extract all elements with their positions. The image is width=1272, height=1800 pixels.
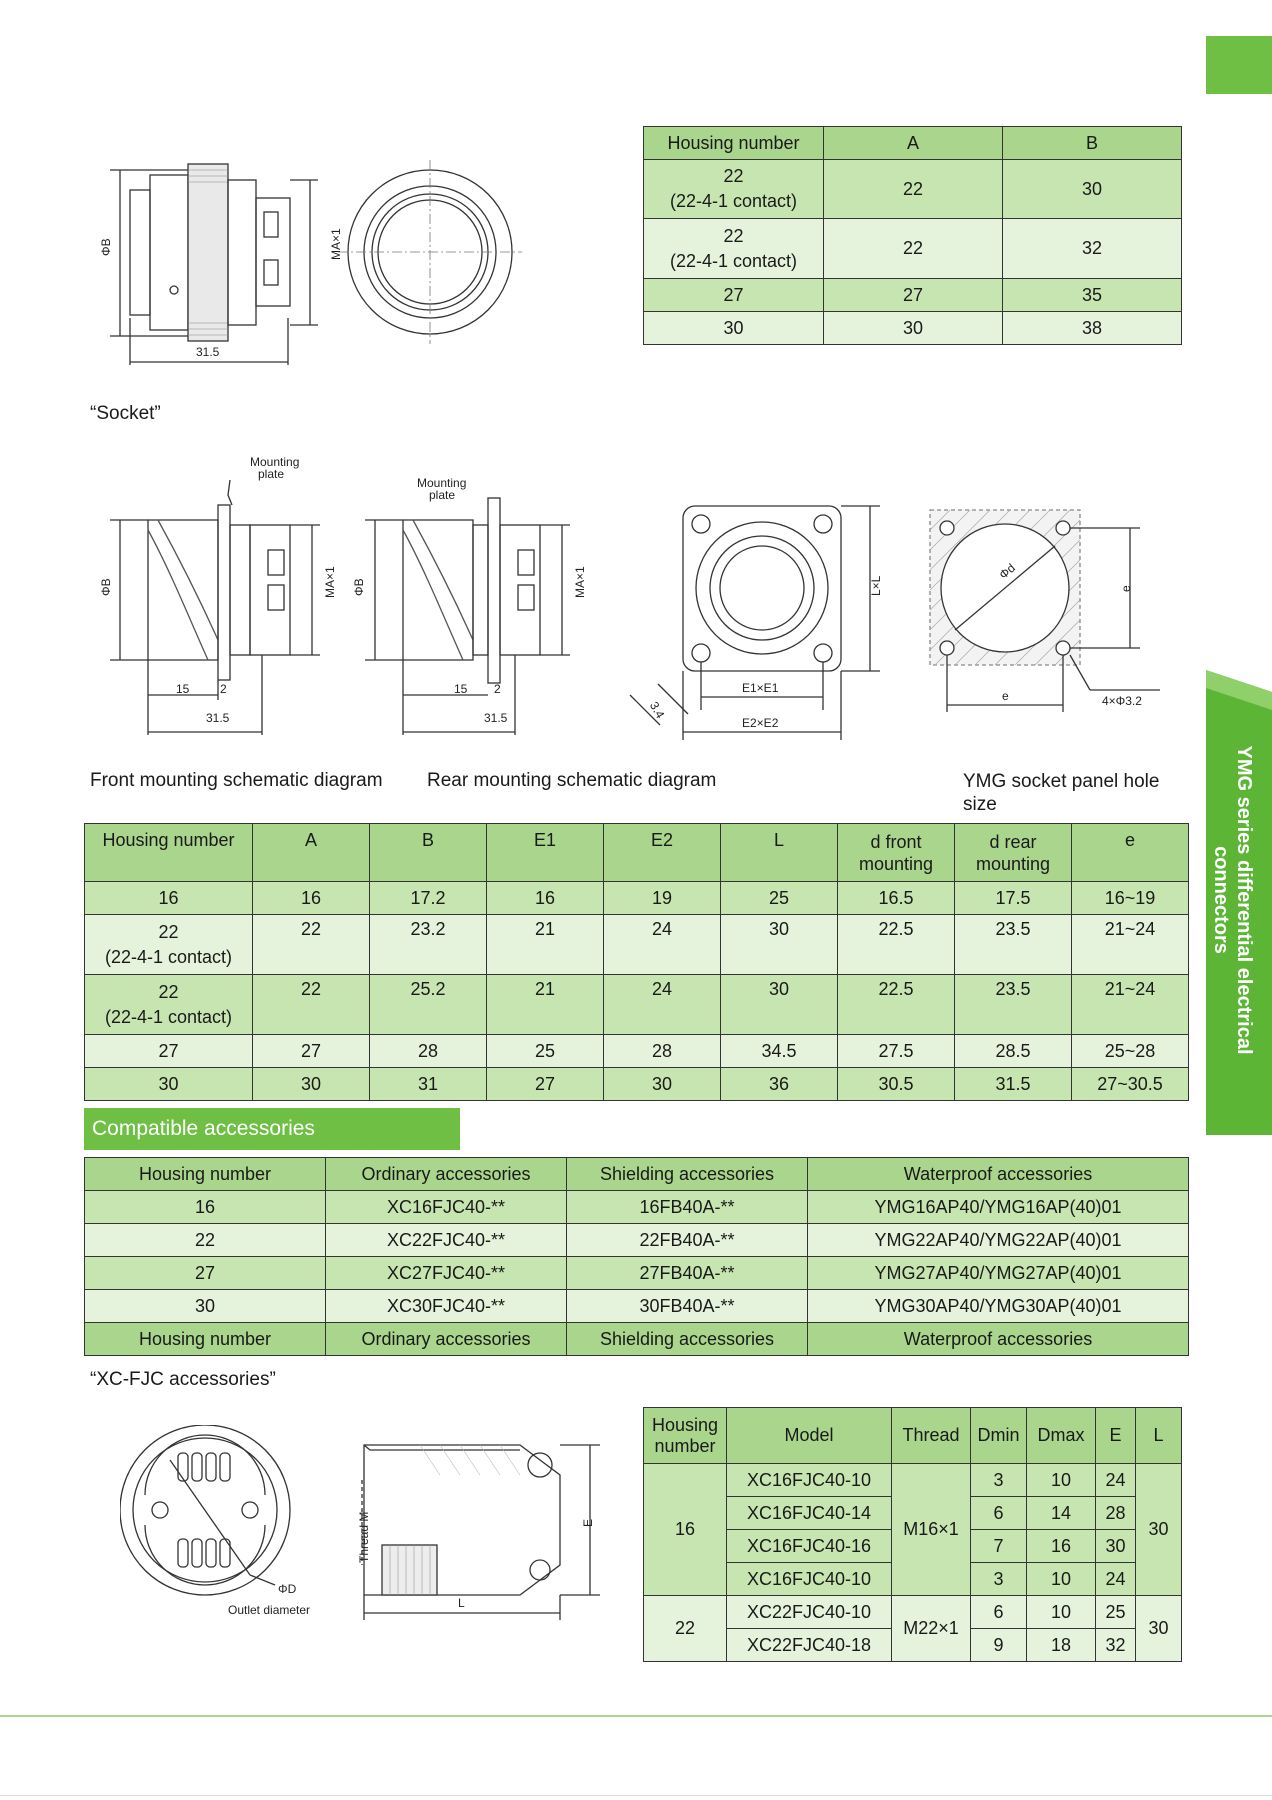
table-cell: 23.2	[370, 915, 487, 975]
table-cell: 30.5	[838, 1068, 955, 1101]
table-header: Housing number	[85, 824, 253, 882]
table-header: B	[1003, 127, 1182, 160]
table-header: Dmin	[971, 1408, 1027, 1464]
side-tab-line1: YMG series differential electrical	[1233, 745, 1255, 1055]
table-header: A	[253, 824, 370, 882]
table-cell: 22FB40A-**	[567, 1224, 808, 1257]
table-header: Waterproof accessories	[808, 1158, 1189, 1191]
table-cell: (22-4-1 contact)	[104, 1006, 233, 1027]
e-horizontal-label: e	[1002, 689, 1009, 703]
front-2-label: 2	[220, 682, 227, 696]
table-cell: 16	[644, 1464, 727, 1596]
table-cell: 27~30.5	[1072, 1068, 1189, 1101]
table-cell: 21	[487, 975, 604, 1035]
table-cell: XC16FJC40-**	[326, 1191, 567, 1224]
table-cell: 6	[971, 1497, 1027, 1530]
table-cell: YMG30AP40/YMG30AP(40)01	[808, 1290, 1189, 1323]
table-cell: 28.5	[955, 1035, 1072, 1068]
table-cell: 17.2	[370, 882, 487, 915]
table-cell: 22	[723, 225, 744, 246]
table-cell: 16FB40A-**	[567, 1191, 808, 1224]
corner-tab	[1206, 36, 1272, 94]
table-cell: 30	[721, 915, 838, 975]
rear-ma-label: MA×1	[573, 566, 587, 598]
table-cell: 24	[1096, 1563, 1136, 1596]
front-31-5-label: 31.5	[206, 711, 230, 725]
table-cell: 27FB40A-**	[567, 1257, 808, 1290]
plug-length-label: 31.5	[196, 345, 220, 359]
table-cell: 31	[370, 1068, 487, 1101]
table-row	[644, 1596, 1182, 1629]
holes-label: 4×Φ3.2	[1102, 694, 1142, 708]
table-cell: 22	[824, 219, 1003, 279]
front-mounting-caption: Front mounting schematic diagram	[90, 770, 383, 791]
table-cell: XC30FJC40-**	[326, 1290, 567, 1323]
table-cell: Ordinary accessories	[326, 1323, 567, 1356]
table-header: E2	[604, 824, 721, 882]
table-cell: 25	[721, 882, 838, 915]
table-row	[644, 219, 1182, 279]
table-cell: 25	[1096, 1596, 1136, 1629]
table-cell: 24	[604, 975, 721, 1035]
table-header-row	[85, 824, 1189, 882]
mounting-plate-label: Mounting	[417, 476, 467, 490]
table-cell: 22	[253, 915, 370, 975]
table-cell: 27	[487, 1068, 604, 1101]
table-cell: 27	[644, 279, 824, 312]
table-cell: 16	[1027, 1530, 1096, 1563]
table-cell: 22	[158, 981, 179, 1002]
panel-hole-caption	[963, 770, 1159, 816]
table-cell: 16	[85, 882, 253, 915]
table-cell: XC16FJC40-10	[727, 1464, 892, 1497]
rear-mounting-caption: Rear mounting schematic diagram	[427, 770, 717, 791]
xc-fjc-drawing	[120, 1425, 620, 1635]
table-cell: 3	[971, 1563, 1027, 1596]
xc-phid-label: ΦD	[278, 1582, 297, 1596]
table-cell: 30	[85, 1068, 253, 1101]
table-cell: YMG22AP40/YMG22AP(40)01	[808, 1224, 1189, 1257]
table-cell: 22	[158, 921, 179, 942]
table-cell: 21~24	[1072, 915, 1189, 975]
table-cell: 30	[644, 312, 824, 345]
table-cell: 22	[824, 160, 1003, 219]
table-row	[644, 160, 1182, 219]
table-cell: 10	[1027, 1563, 1096, 1596]
table-cell: 38	[1003, 312, 1182, 345]
xc-section-title: “XC-FJC accessories”	[90, 1369, 276, 1390]
phid-label: Φd	[996, 560, 1018, 582]
xc-l-label: L	[458, 1596, 465, 1610]
xc-fjc-table	[643, 1407, 1182, 1662]
table-cell: 27	[85, 1035, 253, 1068]
table-header: Thread	[892, 1408, 971, 1464]
table-cell: XC27FJC40-**	[326, 1257, 567, 1290]
table-cell: 30	[604, 1068, 721, 1101]
table-cell: 28	[604, 1035, 721, 1068]
table-cell: 25.2	[370, 975, 487, 1035]
table-header: B	[370, 824, 487, 882]
rear-phib-label: ΦB	[352, 578, 366, 596]
outlet-diameter-label: Outlet diameter	[228, 1603, 311, 1617]
table-cell: 34.5	[721, 1035, 838, 1068]
e2-label: E2×E2	[742, 716, 779, 730]
accessories-banner: Compatible accessories	[84, 1108, 460, 1150]
table-cell: 21	[487, 915, 604, 975]
table-row	[644, 1464, 1182, 1497]
table-cell: 30	[1003, 160, 1182, 219]
table-header: d front mounting	[838, 824, 955, 882]
table-cell: 30	[824, 312, 1003, 345]
plug-drawing	[90, 140, 570, 370]
footer-divider	[0, 1715, 1272, 1717]
table-cell: XC22FJC40-10	[727, 1596, 892, 1629]
table-header: Housing number	[85, 1158, 326, 1191]
rear-2-label: 2	[494, 682, 501, 696]
table-cell: 24	[604, 915, 721, 975]
e-vertical-label: e	[1119, 585, 1133, 592]
lxl-label: L×L	[869, 575, 883, 596]
table-header: Housing	[651, 1414, 719, 1435]
table-cell: 22.5	[838, 915, 955, 975]
mounting-plate-label: plate	[258, 467, 285, 481]
table-row	[85, 915, 1189, 975]
table-row	[85, 882, 1189, 915]
table-cell: 10	[1027, 1464, 1096, 1497]
table-cell: 32	[1096, 1629, 1136, 1662]
table-cell: XC16FJC40-10	[727, 1563, 892, 1596]
mounting-plate-label: plate	[429, 488, 456, 502]
table-header: E1	[487, 824, 604, 882]
footer-divider-bottom	[0, 1795, 1272, 1796]
table-header: number	[654, 1435, 716, 1456]
side-tab-title	[1209, 700, 1255, 1100]
table-cell: Housing number	[85, 1323, 326, 1356]
table-cell: 30	[253, 1068, 370, 1101]
table-cell: (22-4-1 contact)	[669, 191, 798, 211]
table-cell: 22.5	[838, 975, 955, 1035]
table-cell: 32	[1003, 219, 1182, 279]
table-cell: 6	[971, 1596, 1027, 1629]
table-cell: 22	[723, 166, 744, 186]
mounting-plate-label: Mounting	[250, 455, 300, 469]
plug-dimension-table	[643, 126, 1182, 345]
table-header: L	[721, 824, 838, 882]
table-cell: 22	[85, 1224, 326, 1257]
table-cell: 16	[85, 1191, 326, 1224]
table-cell: 24	[1096, 1464, 1136, 1497]
thread-m-label: Thread M	[357, 1511, 371, 1563]
table-cell: XC16FJC40-14	[727, 1497, 892, 1530]
table-header-row	[644, 1408, 1182, 1464]
table-cell: XC22FJC40-18	[727, 1629, 892, 1662]
table-cell: 25~28	[1072, 1035, 1189, 1068]
front-ma-label: MA×1	[323, 566, 337, 598]
plug-ma-label: MA×1	[329, 228, 343, 260]
rear-31-5-label: 31.5	[484, 711, 508, 725]
table-cell: XC22FJC40-**	[326, 1224, 567, 1257]
front-phib-label: ΦB	[99, 578, 113, 596]
panel-hole-caption-line2: size	[963, 794, 997, 815]
table-row	[644, 279, 1182, 312]
socket-section-title: “Socket”	[90, 403, 161, 424]
panel-hole-caption-line1: YMG socket panel hole	[963, 771, 1160, 792]
table-header: Model	[727, 1408, 892, 1464]
table-cell: Shielding accessories	[567, 1323, 808, 1356]
table-cell: 27.5	[838, 1035, 955, 1068]
d34-label: 3.4	[646, 699, 668, 721]
table-header: Ordinary accessories	[326, 1158, 567, 1191]
table-cell: 28	[370, 1035, 487, 1068]
socket-drawings	[90, 450, 1170, 750]
table-cell: 16	[253, 882, 370, 915]
table-cell: 28	[1096, 1497, 1136, 1530]
xc-e-label: E	[581, 1518, 595, 1527]
socket-dimension-table	[84, 823, 1189, 1101]
table-header: L	[1136, 1408, 1182, 1464]
table-header: A	[824, 127, 1003, 160]
table-cell: 23.5	[955, 915, 1072, 975]
table-cell: 27	[253, 1035, 370, 1068]
table-cell: 17.5	[955, 882, 1072, 915]
table-cell: 30	[1096, 1530, 1136, 1563]
table-row	[85, 1035, 1189, 1068]
table-cell: M22×1	[892, 1596, 971, 1662]
table-row	[85, 1323, 1189, 1356]
table-cell: 22	[253, 975, 370, 1035]
table-cell: 27	[85, 1257, 326, 1290]
table-cell: Waterproof accessories	[808, 1323, 1189, 1356]
table-row	[85, 1191, 1189, 1224]
table-cell: 16	[487, 882, 604, 915]
table-cell: 31.5	[955, 1068, 1072, 1101]
table-cell: M16×1	[892, 1464, 971, 1596]
table-header-row	[85, 1158, 1189, 1191]
table-header: Shielding accessories	[567, 1158, 808, 1191]
table-cell: 9	[971, 1629, 1027, 1662]
table-header: e	[1072, 824, 1189, 882]
accessories-table	[84, 1157, 1189, 1356]
plug-phib-label: ΦB	[99, 238, 113, 256]
table-row	[85, 1224, 1189, 1257]
table-cell: 23.5	[955, 975, 1072, 1035]
table-cell: 18	[1027, 1629, 1096, 1662]
table-row	[644, 312, 1182, 345]
table-cell: (22-4-1 contact)	[104, 946, 233, 967]
table-cell: 36	[721, 1068, 838, 1101]
table-row	[85, 975, 1189, 1035]
table-cell: 30	[721, 975, 838, 1035]
table-cell: YMG16AP40/YMG16AP(40)01	[808, 1191, 1189, 1224]
e1-label: E1×E1	[742, 681, 779, 695]
table-cell: 30FB40A-**	[567, 1290, 808, 1323]
front-15-label: 15	[176, 682, 190, 696]
table-header: Housing number	[644, 127, 824, 160]
table-row	[85, 1068, 1189, 1101]
table-cell: 14	[1027, 1497, 1096, 1530]
table-cell: XC16FJC40-16	[727, 1530, 892, 1563]
table-header: d rear mounting	[955, 824, 1072, 882]
table-cell: 21~24	[1072, 975, 1189, 1035]
table-cell: 16.5	[838, 882, 955, 915]
table-cell: 22	[644, 1596, 727, 1662]
table-row	[85, 1290, 1189, 1323]
rear-15-label: 15	[454, 682, 468, 696]
table-row	[85, 1257, 1189, 1290]
table-cell: 7	[971, 1530, 1027, 1563]
table-cell: 30	[85, 1290, 326, 1323]
table-cell: 30	[1136, 1596, 1182, 1662]
table-cell: 35	[1003, 279, 1182, 312]
table-cell: 16~19	[1072, 882, 1189, 915]
table-cell: YMG27AP40/YMG27AP(40)01	[808, 1257, 1189, 1290]
table-cell: 27	[824, 279, 1003, 312]
table-cell: 19	[604, 882, 721, 915]
table-header: Dmax	[1027, 1408, 1096, 1464]
table-cell: 10	[1027, 1596, 1096, 1629]
table-cell: 3	[971, 1464, 1027, 1497]
table-cell: 25	[487, 1035, 604, 1068]
table-header: E	[1096, 1408, 1136, 1464]
table-cell: 30	[1136, 1464, 1182, 1596]
table-cell: (22-4-1 contact)	[669, 250, 798, 271]
side-tab-line2: connectors	[1210, 846, 1232, 954]
